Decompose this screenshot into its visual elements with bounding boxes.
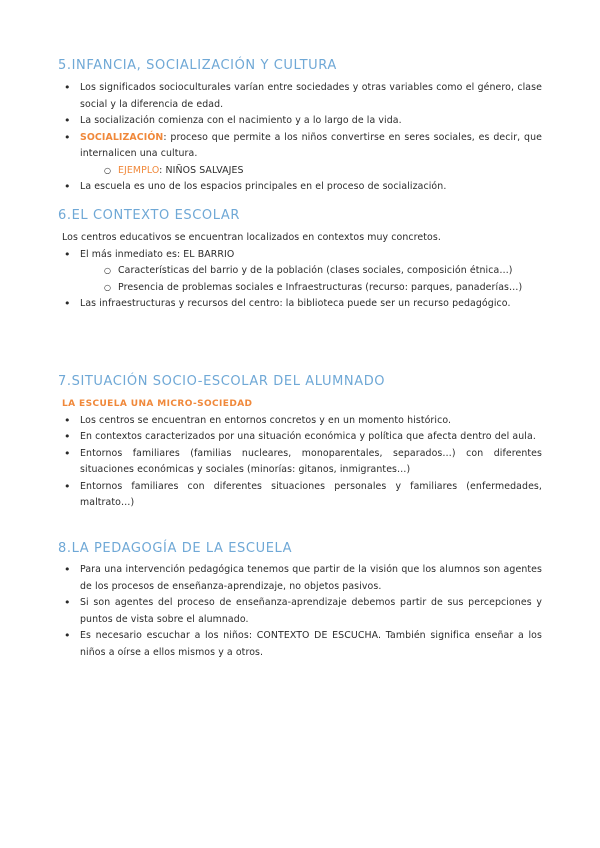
section-5-sublist — [80, 163, 542, 180]
list-item: • Los centros se encuentran en entornos concretos y en un momento histórico. — [58, 413, 542, 430]
section-8-title: 8.LA PEDAGOGÍA DE LA ESCUELA — [58, 541, 293, 556]
section-7-list — [58, 413, 542, 512]
list-item: • Entornos familiares con diferentes situaciones personales y familiares (enfermedades, maltrato…) — [58, 479, 542, 512]
section-6-sublist — [80, 263, 542, 296]
section-7-title: 7.SITUACIÓN SOCIO-ESCOLAR DEL ALUMNADO — [58, 374, 386, 389]
section-7-subheading: LA ESCUELA UNA MICRO-SOCIEDAD — [62, 399, 253, 409]
section-6-intro: Los centros educativos se encuentran localizados en contextos muy concretos. — [62, 232, 441, 243]
list-item: • La socialización comienza con el nacimiento y a lo largo de la vida. — [58, 113, 542, 130]
list-item: • Entornos familiares (familias nucleares, monoparentales, separados…) con diferentes situaciones económicas y sociales (minorías: gitanos, inmigrantes…) — [58, 446, 542, 479]
list-subitem: ○ Presencia de problemas sociales e Infraestructuras (recurso: parques, panaderías…) — [80, 280, 542, 297]
list-item — [58, 130, 542, 180]
ejemplo-text: : NIÑOS SALVAJES — [159, 164, 244, 176]
ejemplo-label: EJEMPLO — [118, 164, 160, 176]
list-item — [58, 247, 542, 297]
section-7-body — [58, 396, 542, 512]
section-6-list — [58, 247, 542, 313]
socializacion-definition: : proceso que permite a los niños convertirse en seres sociales, es decir, que internalicen una cultura. — [80, 131, 542, 159]
section-5-list — [58, 80, 542, 196]
section-6-title: 6.EL CONTEXTO ESCOLAR — [58, 208, 241, 223]
list-item: • Es necesario escuchar a los niños: CONTEXTO DE ESCUCHA. También significa enseñar a los niños a oírse a ellos mismos y a otros. — [58, 628, 542, 661]
section-6-body — [58, 230, 542, 313]
section-5-title: 5.INFANCIA, SOCIALIZACIÓN Y CULTURA — [58, 58, 337, 73]
list-item: • En contextos caracterizados por una situación económica y política que afecta dentro del aula. — [58, 429, 542, 446]
list-subitem — [80, 163, 542, 180]
section-8-list — [58, 562, 542, 661]
section-5-body — [58, 80, 542, 196]
list-item: • La escuela es uno de los espacios principales en el proceso de socialización. — [58, 179, 542, 196]
list-item: • Los significados socioculturales varían entre sociedades y otras variables como el género, clase social y la diferencia de edad. — [58, 80, 542, 113]
list-item: • Las infraestructuras y recursos del centro: la biblioteca puede ser un recurso pedagógico. — [58, 296, 542, 313]
socializacion-term: SOCIALIZACIÓN — [80, 131, 164, 143]
section-8-body — [58, 562, 542, 661]
barrio-text: El más inmediato es: EL BARRIO — [80, 248, 235, 260]
list-subitem: ○ Características del barrio y de la población (clases sociales, composición étnica…) — [80, 263, 542, 280]
list-item: • Si son agentes del proceso de enseñanza-aprendizaje debemos partir de sus percepciones y puntos de vista sobre el alumnado. — [58, 595, 542, 628]
list-item: • Para una intervención pedagógica tenemos que partir de la visión que los alumnos son agentes de los procesos de enseñanza-aprendizaje, no objetos pasivos. — [58, 562, 542, 595]
